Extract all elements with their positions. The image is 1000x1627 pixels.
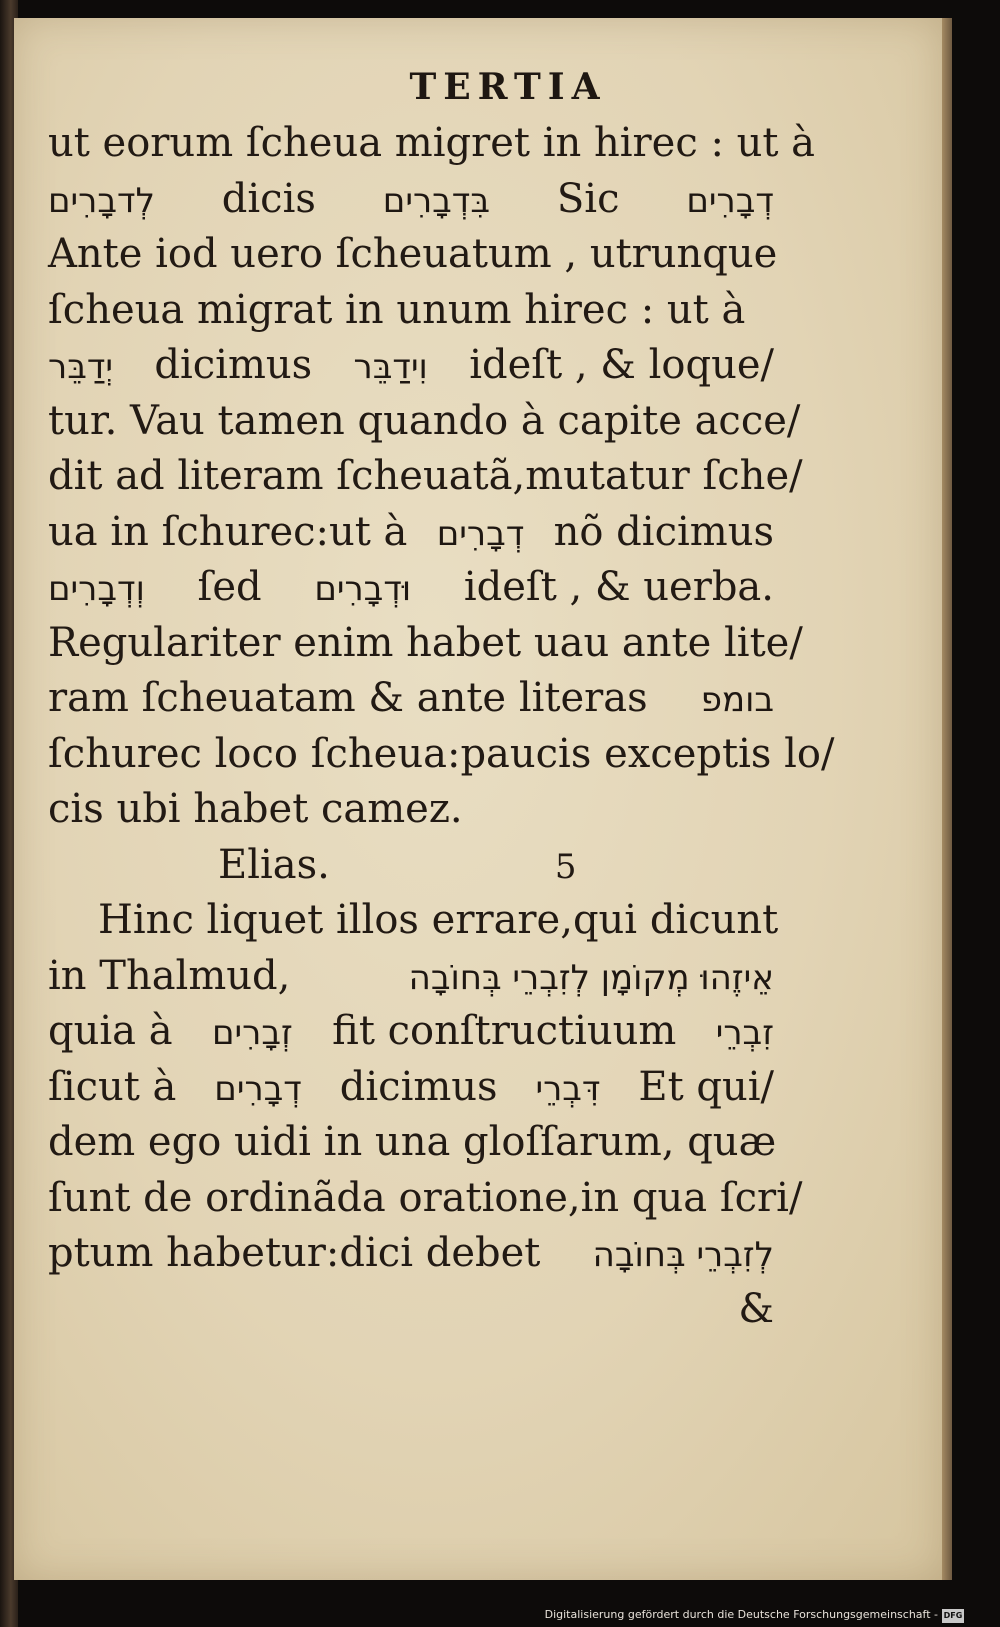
catchword: &: [738, 1285, 774, 1332]
dfg-logo: DFG: [942, 1609, 964, 1623]
hebrew-phrase: אֵיזֶהוּ מְקוֹמָן לְזִבְרֵי בְּחוֹבָה: [408, 957, 774, 998]
hebrew-phrase: לְזִבְרֵי בְּחוֹבָה: [592, 1235, 774, 1275]
main-text: [48, 116, 835, 1337]
text-line: ptum habetur:dici debet לְזִבְרֵי בְּחוֹבָה: [48, 1226, 774, 1282]
text-line: ram ſcheuatam & ante literas בומפ: [48, 671, 774, 727]
hebrew-word: לְדבָרִים: [48, 180, 155, 221]
hebrew-word: יְדַבֵּר: [48, 347, 114, 387]
hebrew-word: דְבָרִים: [214, 1068, 302, 1109]
text-line: Hinc liquet illos errare,qui dicunt: [98, 897, 779, 943]
page-edge: [942, 18, 952, 1580]
hebrew-word: וּדְבָרִים: [314, 569, 412, 609]
book-page: [14, 18, 948, 1580]
text-line: ſcheua migrat in unum hirec : ut à: [48, 286, 746, 333]
catchword-line: [48, 1282, 774, 1338]
hebrew-word: בומפ: [700, 680, 774, 720]
hebrew-word: דְבָרִים: [436, 513, 525, 554]
hebrew-word: וִידַבֵּר: [353, 347, 428, 387]
text-line: tur. Vau tamen quando à capite acce/: [48, 397, 801, 444]
text-line: dit ad literam ſcheuatã,mutatur ſche/: [48, 453, 803, 499]
text-line: ſunt de ordinãda oratione,in qua ſcri/: [48, 1174, 803, 1221]
section-heading-text: Elias.: [218, 841, 330, 888]
text-line: יְדַבֵּר dicimus וִידַבֵּר ideſt , & loque/: [48, 338, 774, 394]
text-line: ut eorum ſcheua migret in hirec : ut à: [48, 120, 816, 166]
text-line: quia à זְבָרִים fit conſtructiuum זִבְרֵי: [48, 1004, 774, 1060]
hebrew-word: זִבְרֵי: [715, 1013, 774, 1053]
hebrew-word: וְדְבָרִים: [48, 569, 145, 609]
hebrew-word: דְבָרִים: [686, 180, 774, 221]
text-line: Regulariter enim habet uau ante lite/: [48, 619, 803, 666]
text-line: in Thalmud, אֵיזֶהוּ מְקוֹמָן לְזִבְרֵי בְּחוֹבָה: [48, 949, 774, 1005]
text-line: ſchurec loco ſcheua:paucis exceptis lo/: [48, 730, 835, 777]
section-heading: [48, 838, 774, 894]
hebrew-word: זְבָרִים: [211, 1013, 293, 1053]
digitization-credit: Digitalisierung gefördert durch die Deutsche Forschungsgemeinschaft -: [544, 1608, 938, 1621]
text-line: Ante iod uero ſcheuatum , utrunque: [48, 231, 778, 277]
text-line: לְדבָרִים dicis בִּדְבָרִים Sic דְבָרִים: [48, 172, 774, 228]
section-number: 5: [554, 846, 577, 887]
text-line: ſicut à דְבָרִים dicimus דִּבְרֵי Et qui/: [48, 1060, 774, 1116]
text-line: dem ego uidi in una gloſſarum, quæ: [48, 1119, 777, 1165]
hebrew-word: דִּבְרֵי: [535, 1068, 601, 1109]
text-line: ua in ſchurec:ut à דְבָרִים nõ dicimus: [48, 505, 774, 561]
hebrew-word: בִּדְבָרִים: [382, 180, 491, 221]
text-line: cis ubi habet camez.: [48, 786, 463, 832]
text-line: וְדְבָרִים ſed וּדְבָרִים ideſt , & uerba.: [48, 560, 774, 616]
running-head: TERTIA: [409, 66, 607, 108]
